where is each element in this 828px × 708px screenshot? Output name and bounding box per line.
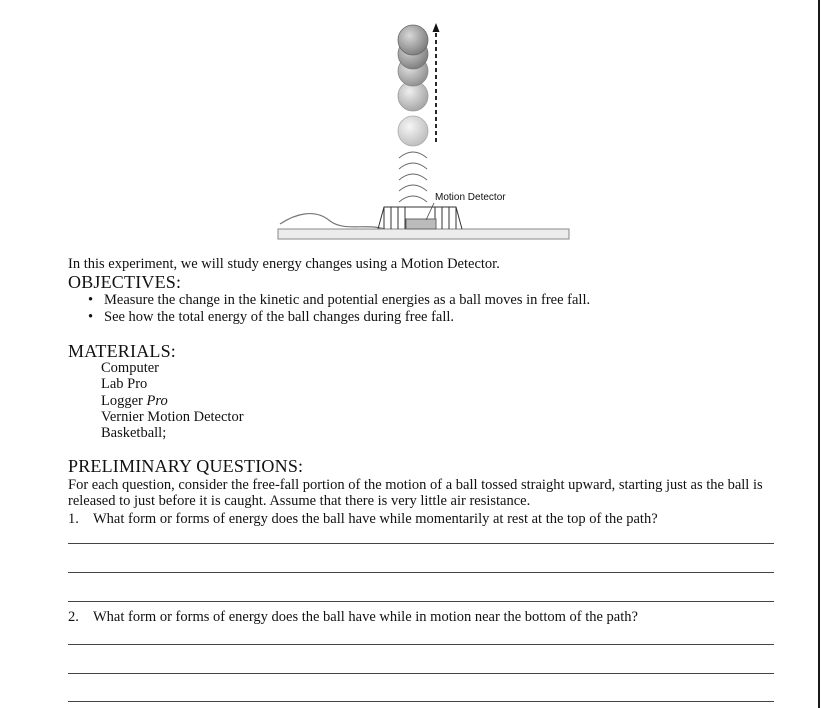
answer-line <box>68 601 774 602</box>
label-leader <box>426 203 434 220</box>
motion-detector-label: Motion Detector <box>435 192 506 203</box>
objective-item: • Measure the change in the kinetic and potential energies as a ball moves in free fall. <box>88 292 590 309</box>
question-number: 1. <box>68 511 79 527</box>
material-logger-name: Logger <box>101 392 143 409</box>
arrow-head-icon <box>433 23 440 32</box>
motion-detector-figure <box>270 18 580 244</box>
answer-line <box>68 543 774 544</box>
answer-line <box>68 673 774 674</box>
answer-line <box>68 572 774 573</box>
material-item: Lab Pro <box>101 376 148 393</box>
preliminary-heading: PRELIMINARY QUESTIONS: <box>68 456 304 476</box>
objectives-heading: OBJECTIVES: <box>68 272 182 292</box>
material-item: Vernier Motion Detector <box>101 408 244 425</box>
preliminary-intro: For each question, consider the free-fall portion of the motion of a ball tossed straight upward, starting just as the ball is released to just before it is caught. Assume that there is very little air resistance. <box>68 477 763 509</box>
question-2 <box>68 609 638 626</box>
material-logger-suffix: Pro <box>146 392 168 409</box>
material-item: Computer <box>101 360 159 376</box>
answer-line <box>68 644 774 645</box>
ball-5 <box>398 116 428 146</box>
figure-illustration <box>270 18 580 244</box>
materials-list <box>101 360 244 441</box>
material-item-logger <box>101 393 244 409</box>
objective-item: • See how the total energy of the ball changes during free fall. <box>88 309 590 326</box>
objectives-list <box>88 292 590 326</box>
intro-text: In this experiment, we will study energy changes using a Motion Detector. <box>68 256 500 272</box>
question-number: 2. <box>68 609 79 625</box>
materials-heading: MATERIALS: <box>68 341 177 361</box>
question-text: What form or forms of energy does the ball have while momentarily at rest at the top of the path? <box>93 511 658 527</box>
ball-1 <box>398 25 428 55</box>
question-text: What form or forms of energy does the ball have while in motion near the bottom of the path? <box>93 609 638 625</box>
motion-detector <box>378 207 462 229</box>
page-edge <box>818 0 820 708</box>
floor <box>278 229 569 239</box>
sound-wave-arcs <box>399 152 427 202</box>
answer-line <box>68 701 774 702</box>
question-1 <box>68 511 658 528</box>
detector-cable <box>280 214 385 229</box>
material-item: Basketball; <box>101 425 167 442</box>
